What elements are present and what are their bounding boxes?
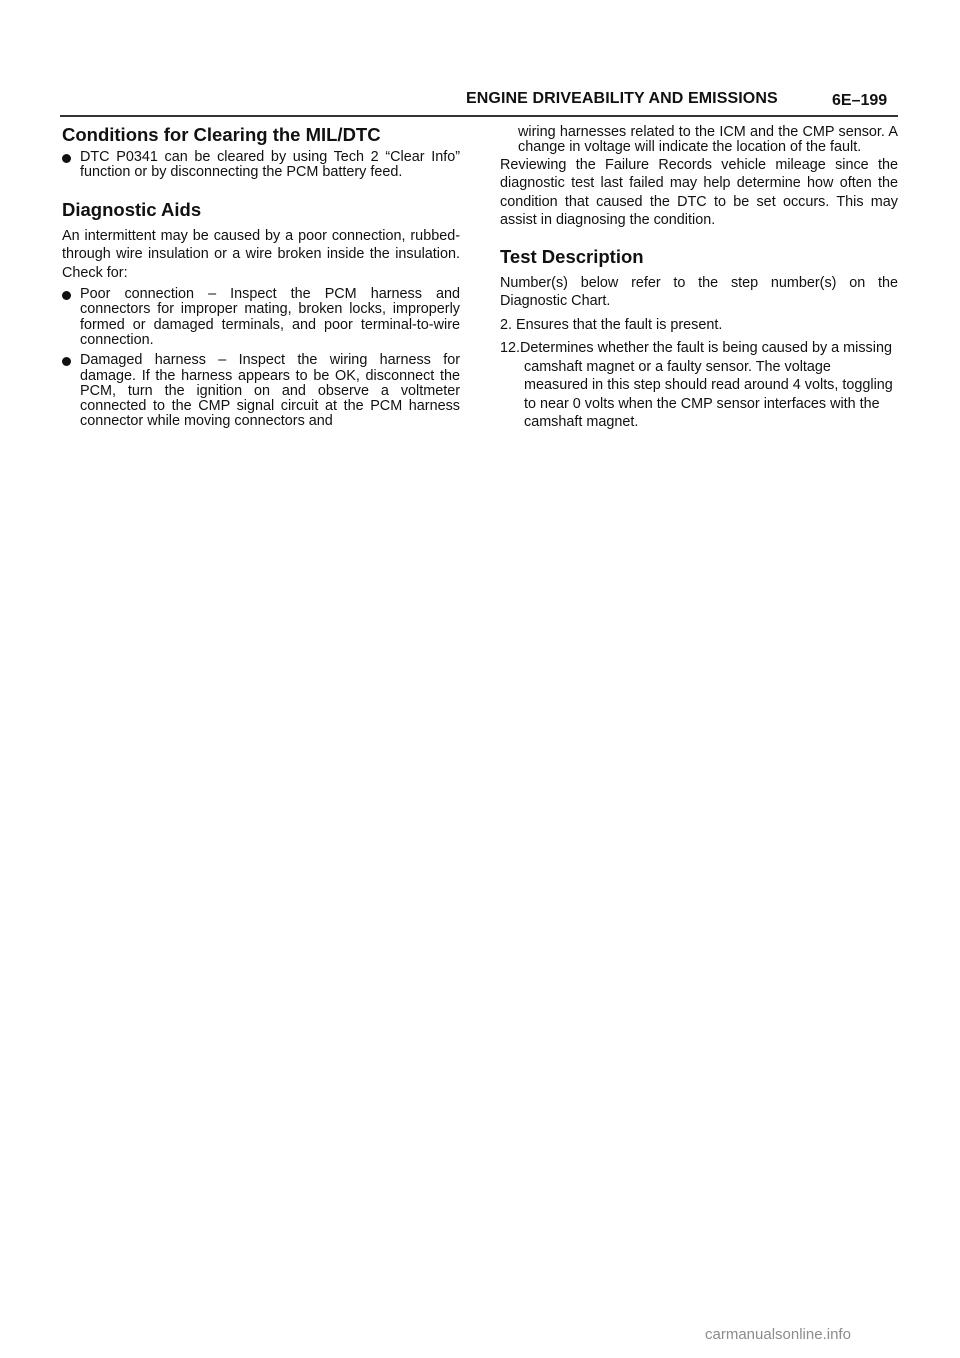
page-number: 6E–199 <box>832 92 888 109</box>
failure-records-text: Reviewing the Failure Records vehicle mileage since the diagnostic test last failed may help determine how often the condition that caused the DTC to be set occurs. This may assist in diagnosing the condition. <box>500 156 898 229</box>
watermark: carmanualsonline.info <box>705 1326 851 1343</box>
harness-continuation-text: wiring harnesses related to the ICM and the CMP sensor. A change in voltage will indicate the location of the fault. <box>518 124 898 156</box>
heading-test-description: Test Description <box>500 245 644 267</box>
bullet-text: DTC P0341 can be cleared by using Tech 2 “Clear Info” function or by disconnecting the PCM battery feed. <box>80 149 460 181</box>
bullet-text: Poor connection – Inspect the PCM harness and connectors for improper mating, broken locks, improperly formed or damaged terminals, and poor terminal-to-wire connection. <box>80 286 460 348</box>
heading-clearing-mil-dtc: Conditions for Clearing the MIL/DTC <box>62 124 381 145</box>
right-column <box>500 125 898 432</box>
test-step: 2. Ensures that the fault is present. <box>500 316 723 333</box>
test-step: 12.Determines whether the fault is being caused by a missing camshaft magnet or a faulty sensor. The voltage measured in this step should read around 4 volts, toggling to near 0 volts when the CMP sensor interfaces with the camshaft magnet. <box>500 340 893 431</box>
left-column <box>62 120 460 430</box>
heading-diagnostic-aids: Diagnostic Aids <box>62 198 202 220</box>
bullet-dot-icon <box>62 291 71 300</box>
section-header-title: ENGINE DRIVEABILITY AND EMISSIONS <box>466 90 778 107</box>
bullet-item <box>62 353 460 429</box>
test-description-intro: Number(s) below refer to the step number(s) on the Diagnostic Chart. <box>500 274 898 310</box>
bullet-item <box>62 287 460 348</box>
diagnostic-aids-intro: An intermittent may be caused by a poor connection, rubbed-through wire insulation or a wire broken inside the insulation. Check for: <box>62 227 460 281</box>
bullet-dot-icon <box>62 357 71 366</box>
bullet-dot-icon <box>62 154 71 163</box>
header-divider <box>60 115 898 117</box>
bullet-text: Damaged harness – Inspect the wiring harness for damage. If the harness appears to be OK, disconnect the PCM, turn the ignition on and observe a voltmeter connected to the CMP signal circuit at the PCM harness connector while moving connectors and <box>80 352 460 430</box>
bullet-item <box>62 150 460 181</box>
